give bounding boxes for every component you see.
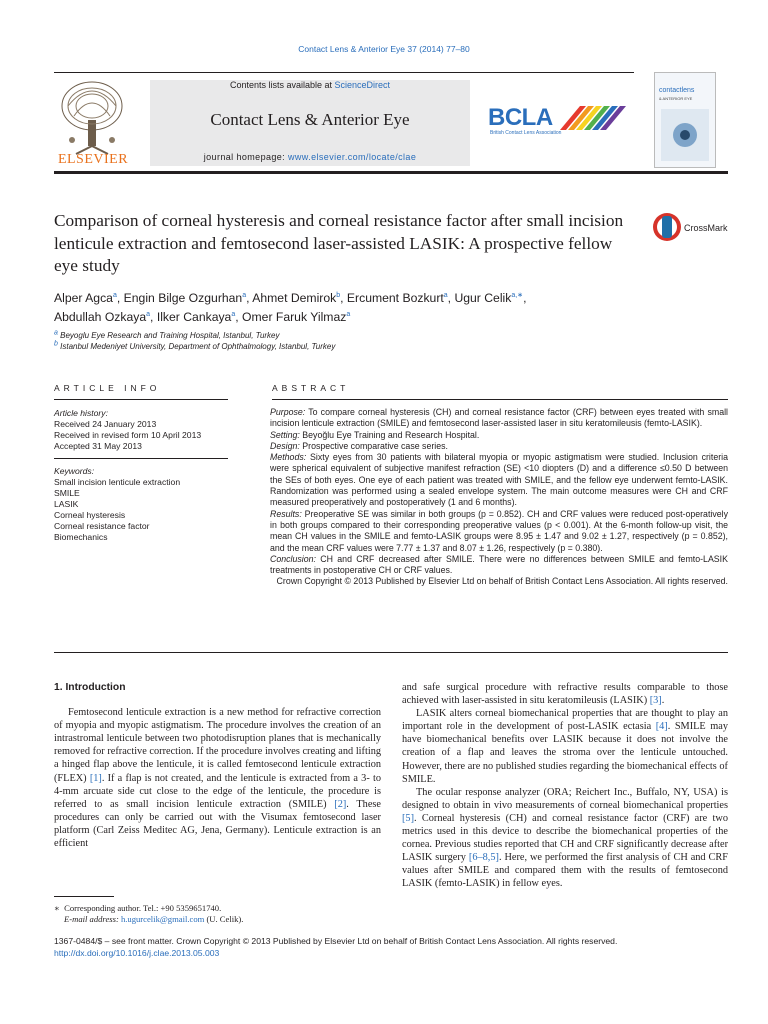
author-name: Alper Agca: [54, 291, 113, 305]
abstract-sections: [270, 407, 728, 576]
abstract-section: [270, 430, 728, 441]
abstract-section-text: Prospective comparative case series.: [299, 440, 448, 451]
abstract-section: [270, 407, 728, 430]
history-date: Received 24 January 2013: [54, 419, 157, 429]
right-paragraphs: [402, 681, 728, 891]
author-affiliation-sup[interactable]: a,∗: [511, 291, 524, 299]
history-date: Received in revised form 10 April 2013: [54, 430, 202, 440]
body-text: The ocular response analyzer (ORA; Reichert Inc., Buffalo, NY, USA) is designed to obtain in vivo measurements of corneal biomechanical properties: [402, 786, 728, 811]
abstract-section-label: Design:: [270, 440, 300, 451]
crossmark-label: CrossMark: [684, 223, 728, 233]
history-date: Accepted 31 May 2013: [54, 441, 142, 451]
header-top-rule: [54, 72, 634, 73]
abstract-section: [270, 452, 728, 508]
header-thick-rule: [54, 171, 728, 174]
author-name: Omer Faruk Yilmaz: [242, 309, 347, 324]
author-separator: ,: [246, 291, 253, 305]
contents-available-line: [150, 80, 470, 90]
abstract-section: [270, 441, 728, 452]
abstract-section-text: CH and CRF decreased after SMILE. There were no differences between SMILE and femto-LASIK treatments in postoperative CH or CRF values.: [270, 553, 728, 576]
body-column-right: [402, 681, 728, 891]
footnote-marker: ∗: [54, 903, 60, 913]
cover-eye-image-icon: [661, 109, 709, 161]
abstract-section-text: To compare corneal hysteresis (CH) and corneal resistance factor (CRF) between eyes treated with small incision lenticule extraction (SMILE) and femtosecond laser-assisted laser in situ keratomileusis (femto-LASIK).: [270, 407, 728, 429]
email-suffix: (U. Celik).: [204, 914, 244, 924]
author-email-link[interactable]: h.ugurcelik@gmail.com: [120, 914, 205, 924]
body-text: .: [661, 695, 665, 707]
elsevier-logo: [54, 76, 132, 168]
keywords-rule: [54, 458, 228, 459]
abstract-section-label: Setting:: [270, 429, 300, 440]
front-matter-notes: [54, 936, 728, 959]
citation-link[interactable]: [2]: [334, 798, 347, 810]
affiliation-item: [54, 330, 654, 341]
journal-homepage-line: [150, 152, 470, 162]
body-text: LASIK alters corneal biomechanical properties that are thought to play an important role in the development of post-LASIK ectasia: [402, 708, 728, 733]
body-text: . Here, we performed the first analysis of CH and CRF values after SMILE and compared them with the results of femtosecond LASIK (femto-LASIK) in fellow eyes.: [402, 852, 728, 890]
author-name: Abdullah Ozkaya: [54, 309, 147, 324]
journal-title: Contact Lens & Anterior Eye: [210, 110, 410, 129]
cover-subtitle: & ANTERIOR EYE: [659, 96, 693, 101]
citation-link[interactable]: [6–8,5]: [468, 852, 499, 864]
keyword-item: SMILE: [54, 488, 80, 498]
author-affiliation-sup[interactable]: b: [336, 291, 341, 299]
keyword-item: Corneal resistance factor: [54, 521, 150, 531]
abstract-header: ABSTRACT: [272, 383, 350, 393]
affiliation-text: Istanbul Medeniyet University, Department of Ophthalmology, Istanbul, Turkey: [57, 342, 336, 351]
citation-link[interactable]: [4]: [655, 721, 668, 733]
body-text: Femtosecond lenticule extraction is a new method for refractive correction of myopia and myopic astigmatism. The procedure involves the creation of an intrastromal lenticule between two photodisruption planes that is mechanically removed for refractive correction. If the procedure involves creating and lifting a hinged flap above the lenticule, it is called femtosecond lenticule extraction (FLEX): [54, 707, 381, 784]
author-name: Ilker Cankaya: [156, 309, 232, 324]
citation-link[interactable]: [5]: [402, 812, 415, 824]
author-affiliation-sup[interactable]: a: [146, 310, 151, 318]
author-affiliation-sup[interactable]: a: [231, 310, 236, 318]
abstract-body: [270, 407, 728, 588]
author-separator: ,: [150, 309, 157, 324]
journal-cover-thumbnail[interactable]: [654, 72, 716, 168]
footnote-rule: [54, 896, 114, 897]
body-paragraph: [402, 707, 728, 786]
article-info-header: ARTICLE INFO: [54, 383, 161, 393]
corresponding-author-text: Corresponding author. Tel.: +90 5359651740.: [64, 903, 222, 913]
author-affiliation-sup[interactable]: a: [112, 291, 117, 299]
keywords-block: [54, 466, 234, 543]
sciencedirect-link[interactable]: ScienceDirect: [334, 80, 391, 90]
keyword-item: LASIK: [54, 499, 79, 509]
abstract-section-text: Sixty eyes from 30 patients with bilateral myopia or myopic astigmatism were studied. Inclusion criteria were spherical equivalent of subjective manifest refraction (SE) <10 diopters (D) and a difference ≤0.50 D between the SEs of both eyes. One eye of each patient was treated with SMILE, and the fellow eye underwent femto-LASIK. Randomization was performed using a sealed envelope system. The main outcome measures were CH and CRF measured preoperatively and postoperatively (1 and 6 months).: [270, 452, 728, 508]
bcla-logo: [488, 104, 636, 138]
keyword-item: Corneal hysteresis: [54, 510, 126, 520]
article-title: Comparison of corneal hysteresis and corneal resistance factor after small incision lenticule extraction and femtosecond laser-assisted LASIK: A prospective fellow eye study: [54, 211, 624, 275]
body-text: . Corneal hysteresis (CH) and corneal resistance factor (CRF) are two metrics used in this device to describe the biomechanical properties of the cornea. Previous studies reported that CH and CRF significantly decrease after LASIK surgery: [402, 812, 728, 864]
abstract-bottom-rule: [54, 652, 728, 653]
author-separator: ,: [447, 291, 455, 305]
article-history-label: Article history:: [54, 408, 108, 418]
author-separator: ,: [235, 309, 243, 324]
abstract-rule: [272, 399, 728, 400]
section-heading-introduction: 1. Introduction: [54, 682, 126, 693]
affiliation-item: [54, 341, 654, 352]
affiliation-sup: a: [54, 329, 58, 337]
author-affiliation-sup[interactable]: a: [346, 310, 351, 318]
author-affiliation-sup[interactable]: a: [443, 291, 448, 299]
citation-link[interactable]: [3]: [649, 695, 662, 707]
keyword-list: [54, 477, 234, 543]
crossmark-icon: [652, 210, 682, 244]
abstract-section-text: Beyoğlu Eye Training and Research Hospital.: [299, 429, 480, 440]
body-text: . These procedures can only be carried out with the Visumax femtosecond laser platform (Carl Zeiss Meditec AG, Jena, Germany). Lenticule extraction is an efficient: [54, 798, 381, 850]
author-separator: ,: [340, 291, 347, 305]
abstract-copyright: Crown Copyright © 2013 Published by Elsevier Ltd on behalf of British Contact Lens Association. All rights reserved.: [276, 576, 728, 587]
affiliation-text: Beyoglu Eye Research and Training Hospital, Istanbul, Turkey: [57, 331, 280, 340]
abstract-section: [270, 509, 728, 554]
email-label: E-mail address:: [64, 914, 121, 924]
body-paragraph: [54, 706, 381, 850]
cover-title: contactlens: [659, 87, 695, 94]
homepage-link[interactable]: www.elsevier.com/locate/clae: [288, 152, 417, 162]
body-text: and safe surgical procedure with refractive results comparable to those achieved with laser-assisted in situ keratomileusis (LASIK): [402, 682, 728, 707]
keywords-label: Keywords:: [54, 466, 95, 476]
author-name: Ahmet Demirok: [252, 291, 337, 305]
author-name: Engin Bilge Ozgurhan: [123, 291, 243, 305]
affiliation-sup: b: [54, 340, 58, 348]
crossmark-badge[interactable]: [652, 210, 732, 244]
author-name: Ugur Celik: [454, 291, 512, 305]
body-text: . SMILE may have biomechanical benefits over LASIK because it does not involve the creation of a flap and leaves the stroma over the lenticule untouched. However, there are no published studies regarding the biomechanical effects of SMILE.: [402, 721, 728, 785]
body-text: . If a flap is not created, and the lenticule is extracted from a 3- to 4-mm arcuate side cut close to the edge of the lenticule, the procedure is referred to as small incision lenticule extraction (SMILE): [54, 772, 381, 810]
corresponding-author-footnote: [54, 903, 381, 925]
body-paragraph: [402, 681, 728, 707]
article-info-rule: [54, 399, 228, 400]
author-separator: ,: [523, 291, 527, 305]
abstract-section-label: Purpose:: [270, 407, 306, 417]
bcla-rainbow-icon: [560, 104, 636, 132]
abstract-section-text: Preoperative SE was similar in both groups (p = 0.852). CH and CRF values were reduced post-operatively in both groups compared to their corresponding preoperative values (p < 0.001). At the 6-month follow-up visit, the mean CH values in the SMILE and femto-LASIK groups were 8.95 ± 1.47 and 9.02 ± 1.27, respectively (p = 0.852), and the mean CRF values were 7.77 ± 1.37 and 8.07 ± 1.26, respectively (p = 0.380).: [270, 508, 728, 553]
author-line-1: [54, 289, 654, 308]
keyword-item: Biomechanics: [54, 532, 108, 542]
elsevier-wordmark: ELSEVIER: [57, 152, 129, 167]
author-affiliation-sup[interactable]: a: [242, 291, 247, 299]
body-column-left: [54, 681, 381, 850]
doi-link[interactable]: http://dx.doi.org/10.1016/j.clae.2013.05.003: [54, 947, 220, 958]
abstract-section-label: Conclusion:: [270, 553, 316, 564]
keyword-item: Small incision lenticule extraction: [54, 477, 181, 487]
contents-prefix: Contents lists available at: [229, 80, 335, 90]
article-history-dates: [54, 419, 234, 452]
homepage-prefix: journal homepage:: [203, 152, 288, 162]
body-paragraph: [402, 786, 728, 891]
affiliation-list: [54, 330, 654, 352]
author-name: Ercument Bozkurt: [346, 291, 444, 305]
abstract-section-label: Methods:: [270, 452, 307, 463]
author-list: [54, 289, 654, 326]
issn-line: 1367-0484/$ – see front matter. Crown Copyright © 2013 Published by Elsevier Ltd on behalf of British Contact Lens Association. All rights reserved.: [54, 936, 618, 946]
citation-link[interactable]: [1]: [89, 772, 102, 784]
abstract-section-label: Results:: [270, 508, 302, 519]
abstract-section: [270, 554, 728, 577]
author-separator: ,: [116, 291, 124, 305]
bcla-subtitle: British Contact Lens Association: [490, 130, 562, 136]
bcla-wordmark: BCLA: [488, 104, 553, 131]
left-paragraphs: [54, 706, 381, 850]
journal-reference[interactable]: Contact Lens & Anterior Eye 37 (2014) 77–80: [298, 44, 470, 54]
author-line-2: [54, 308, 654, 327]
article-history: [54, 408, 234, 452]
